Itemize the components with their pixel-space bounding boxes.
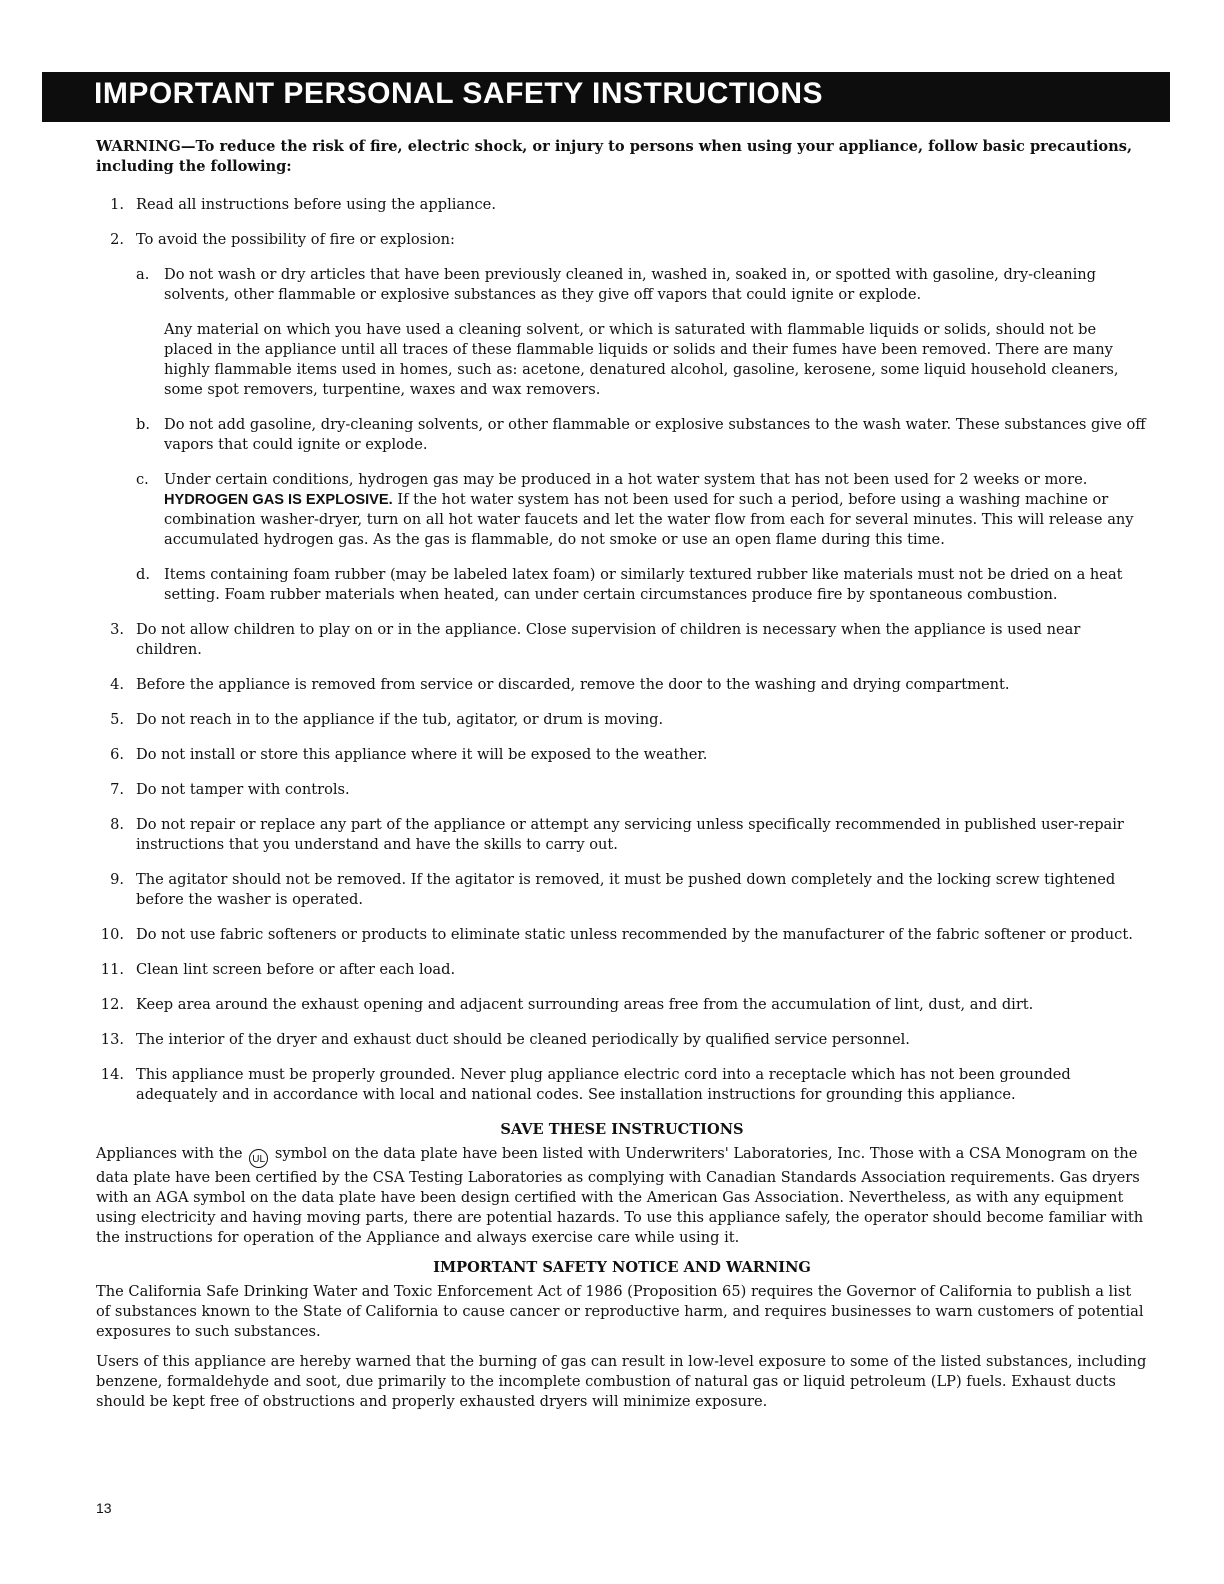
item-number: 8. (110, 816, 124, 833)
item-number: 10. (100, 926, 124, 943)
list-item-4 (96, 675, 1148, 695)
safety-notice-heading: IMPORTANT SAFETY NOTICE AND WARNING (433, 1259, 811, 1276)
ul-listed-icon: UL (249, 1149, 268, 1168)
list-item-7 (96, 780, 1148, 800)
sub-item-d (96, 565, 1148, 605)
sub-item-c (96, 470, 1148, 550)
list-item-13 (96, 1030, 1148, 1050)
warning-text: WARNING—To reduce the risk of fire, electric shock, or injury to persons when using your appliance, follow basic precautions, including the following: (96, 138, 1133, 175)
list-item-5 (96, 710, 1148, 730)
item-number: 6. (110, 746, 124, 763)
item-number: 13. (100, 1031, 124, 1048)
list-item-1 (96, 195, 1148, 215)
list-item-9 (96, 870, 1148, 910)
item-text: Before the appliance is removed from service or discarded, remove the door to the washing and drying compartment. (136, 676, 1010, 693)
item-number: 2. (110, 231, 124, 248)
list-item-8 (96, 815, 1148, 855)
sub-letter: b. (136, 416, 150, 433)
item-number: 4. (110, 676, 124, 693)
item-number: 5. (110, 711, 124, 728)
item-number: 14. (100, 1066, 124, 1083)
hydrogen-warning: HYDROGEN GAS IS EXPLOSIVE. (164, 492, 393, 508)
item-number: 9. (110, 871, 124, 888)
list-item-3 (96, 620, 1148, 660)
list-item-10 (96, 925, 1148, 945)
page-title: IMPORTANT PERSONAL SAFETY INSTRUCTIONS (94, 77, 824, 110)
list-item-6 (96, 745, 1148, 765)
item-text: Do not allow children to play on or in the appliance. Close supervision of children is necessary when the appliance is used near children. (136, 621, 1081, 658)
item-number: 1. (110, 196, 124, 213)
item-text: To avoid the possibility of fire or explosion: (136, 231, 455, 248)
page-number: 13 (96, 1500, 112, 1516)
save-text-pre: Appliances with the (96, 1145, 243, 1162)
item-text: The interior of the dryer and exhaust duct should be cleaned periodically by qualified service personnel. (136, 1031, 910, 1048)
item-text: Keep area around the exhaust opening and adjacent surrounding areas free from the accumulation of lint, dust, and dirt. (136, 996, 1034, 1013)
sub-item-a (96, 265, 1148, 305)
sub-letter: d. (136, 566, 150, 583)
item-text: The agitator should not be removed. If the agitator is removed, it must be pushed down completely and the locking screw tightened before the washer is operated. (136, 871, 1116, 908)
save-instructions-heading: SAVE THESE INSTRUCTIONS (500, 1121, 744, 1138)
notice-paragraph-2: Users of this appliance are hereby warned that the burning of gas can result in low-level exposure to some of the listed substances, including benzene, formaldehyde and soot, due primarily to the incomplete combustion of natural gas or liquid petroleum (LP) fuels. Exhaust ducts should be kept free of obstructions and properly exhausted dryers will minimize exposure. (96, 1353, 1147, 1410)
sub-letter: c. (136, 471, 149, 488)
list-item-14 (96, 1065, 1148, 1105)
list-item-2 (96, 230, 1148, 250)
sub-item-b (96, 415, 1148, 455)
sub-letter: a. (136, 266, 150, 283)
sub-text: Under certain conditions, hydrogen gas may be produced in a hot water system that has not been used for 2 weeks or more. (164, 471, 1088, 488)
item-text: Do not install or store this appliance where it will be exposed to the weather. (136, 746, 708, 763)
sub-text: Items containing foam rubber (may be labeled latex foam) or similarly textured rubber like materials must not be dried on a heat setting. Foam rubber materials when heated, can under certain circumstances produce fire by spontaneous combustion. (164, 566, 1123, 603)
list-item-11 (96, 960, 1148, 980)
item-text: Read all instructions before using the appliance. (136, 196, 496, 213)
sub-text: Do not wash or dry articles that have been previously cleaned in, washed in, soaked in, or spotted with gasoline, dry-cleaning solvents, other flammable or explosive substances as they give off vapors that could ignite or explode. (164, 266, 1097, 303)
notice-paragraph-1: The California Safe Drinking Water and Toxic Enforcement Act of 1986 (Proposition 65) requires the Governor of California to publish a list of substances known to the State of California to cause cancer or reproductive harm, and requires businesses to warn customers of potential exposures to such substances. (96, 1283, 1144, 1340)
item-text: Do not use fabric softeners or products to eliminate static unless recommended by the manufacturer of the fabric softener or product. (136, 926, 1133, 943)
item-text: Do not tamper with controls. (136, 781, 350, 798)
item-number: 12. (100, 996, 124, 1013)
sub-item-a-paragraph: Any material on which you have used a cleaning solvent, or which is saturated with flammable liquids or solids, should not be placed in the appliance until all traces of these flammable liquids or solids and their fumes have been removed. There are many highly flammable items used in homes, such as: acetone, denatured alcohol, gasoline, kerosene, some liquid household cleaners, some spot removers, turpentine, waxes and wax removers. (164, 321, 1119, 398)
item-number: 11. (100, 961, 124, 978)
item-number: 3. (110, 621, 124, 638)
sub-text: Do not add gasoline, dry-cleaning solvents, or other flammable or explosive substances to the wash water. These substances give off vapors that could ignite or explode. (164, 416, 1146, 453)
save-text-post: symbol on the data plate have been listed with Underwriters' Laboratories, Inc. Those with a CSA Monogram on the data plate have been certified by the CSA Testing Laboratories as complying with Canadian Standards Association requirements. Gas dryers with an AGA symbol on the data plate have been design certified with the American Gas Association. Nevertheless, as with any equipment using electricity and having moving parts, there are potential hazards. To use this appliance safely, the operator should become familiar with the instructions for operation of the Appliance and always exercise care while using it. (96, 1145, 1144, 1246)
item-number: 7. (110, 781, 124, 798)
item-text: Do not reach in to the appliance if the tub, agitator, or drum is moving. (136, 711, 664, 728)
save-instructions-paragraph (96, 1144, 1148, 1248)
item-text: This appliance must be properly grounded. Never plug appliance electric cord into a receptacle which has not been grounded adequately and in accordance with local and national codes. See installation instructions for grounding this appliance. (136, 1066, 1071, 1103)
sub-text: If the hot water system has not been used for such a period, before using a washing machine or combination washer-dryer, turn on all hot water faucets and let the water flow from each for several minutes. This will release any accumulated hydrogen gas. As the gas is flammable, do not smoke or use an open flame during this time. (164, 491, 1134, 548)
item-text: Clean lint screen before or after each load. (136, 961, 456, 978)
item-text: Do not repair or replace any part of the appliance or attempt any servicing unless specifically recommended in published user-repair instructions that you understand and have the skills to carry out. (136, 816, 1124, 853)
instructions-body (96, 137, 1148, 1422)
title-banner (42, 72, 1170, 122)
list-item-12 (96, 995, 1148, 1015)
